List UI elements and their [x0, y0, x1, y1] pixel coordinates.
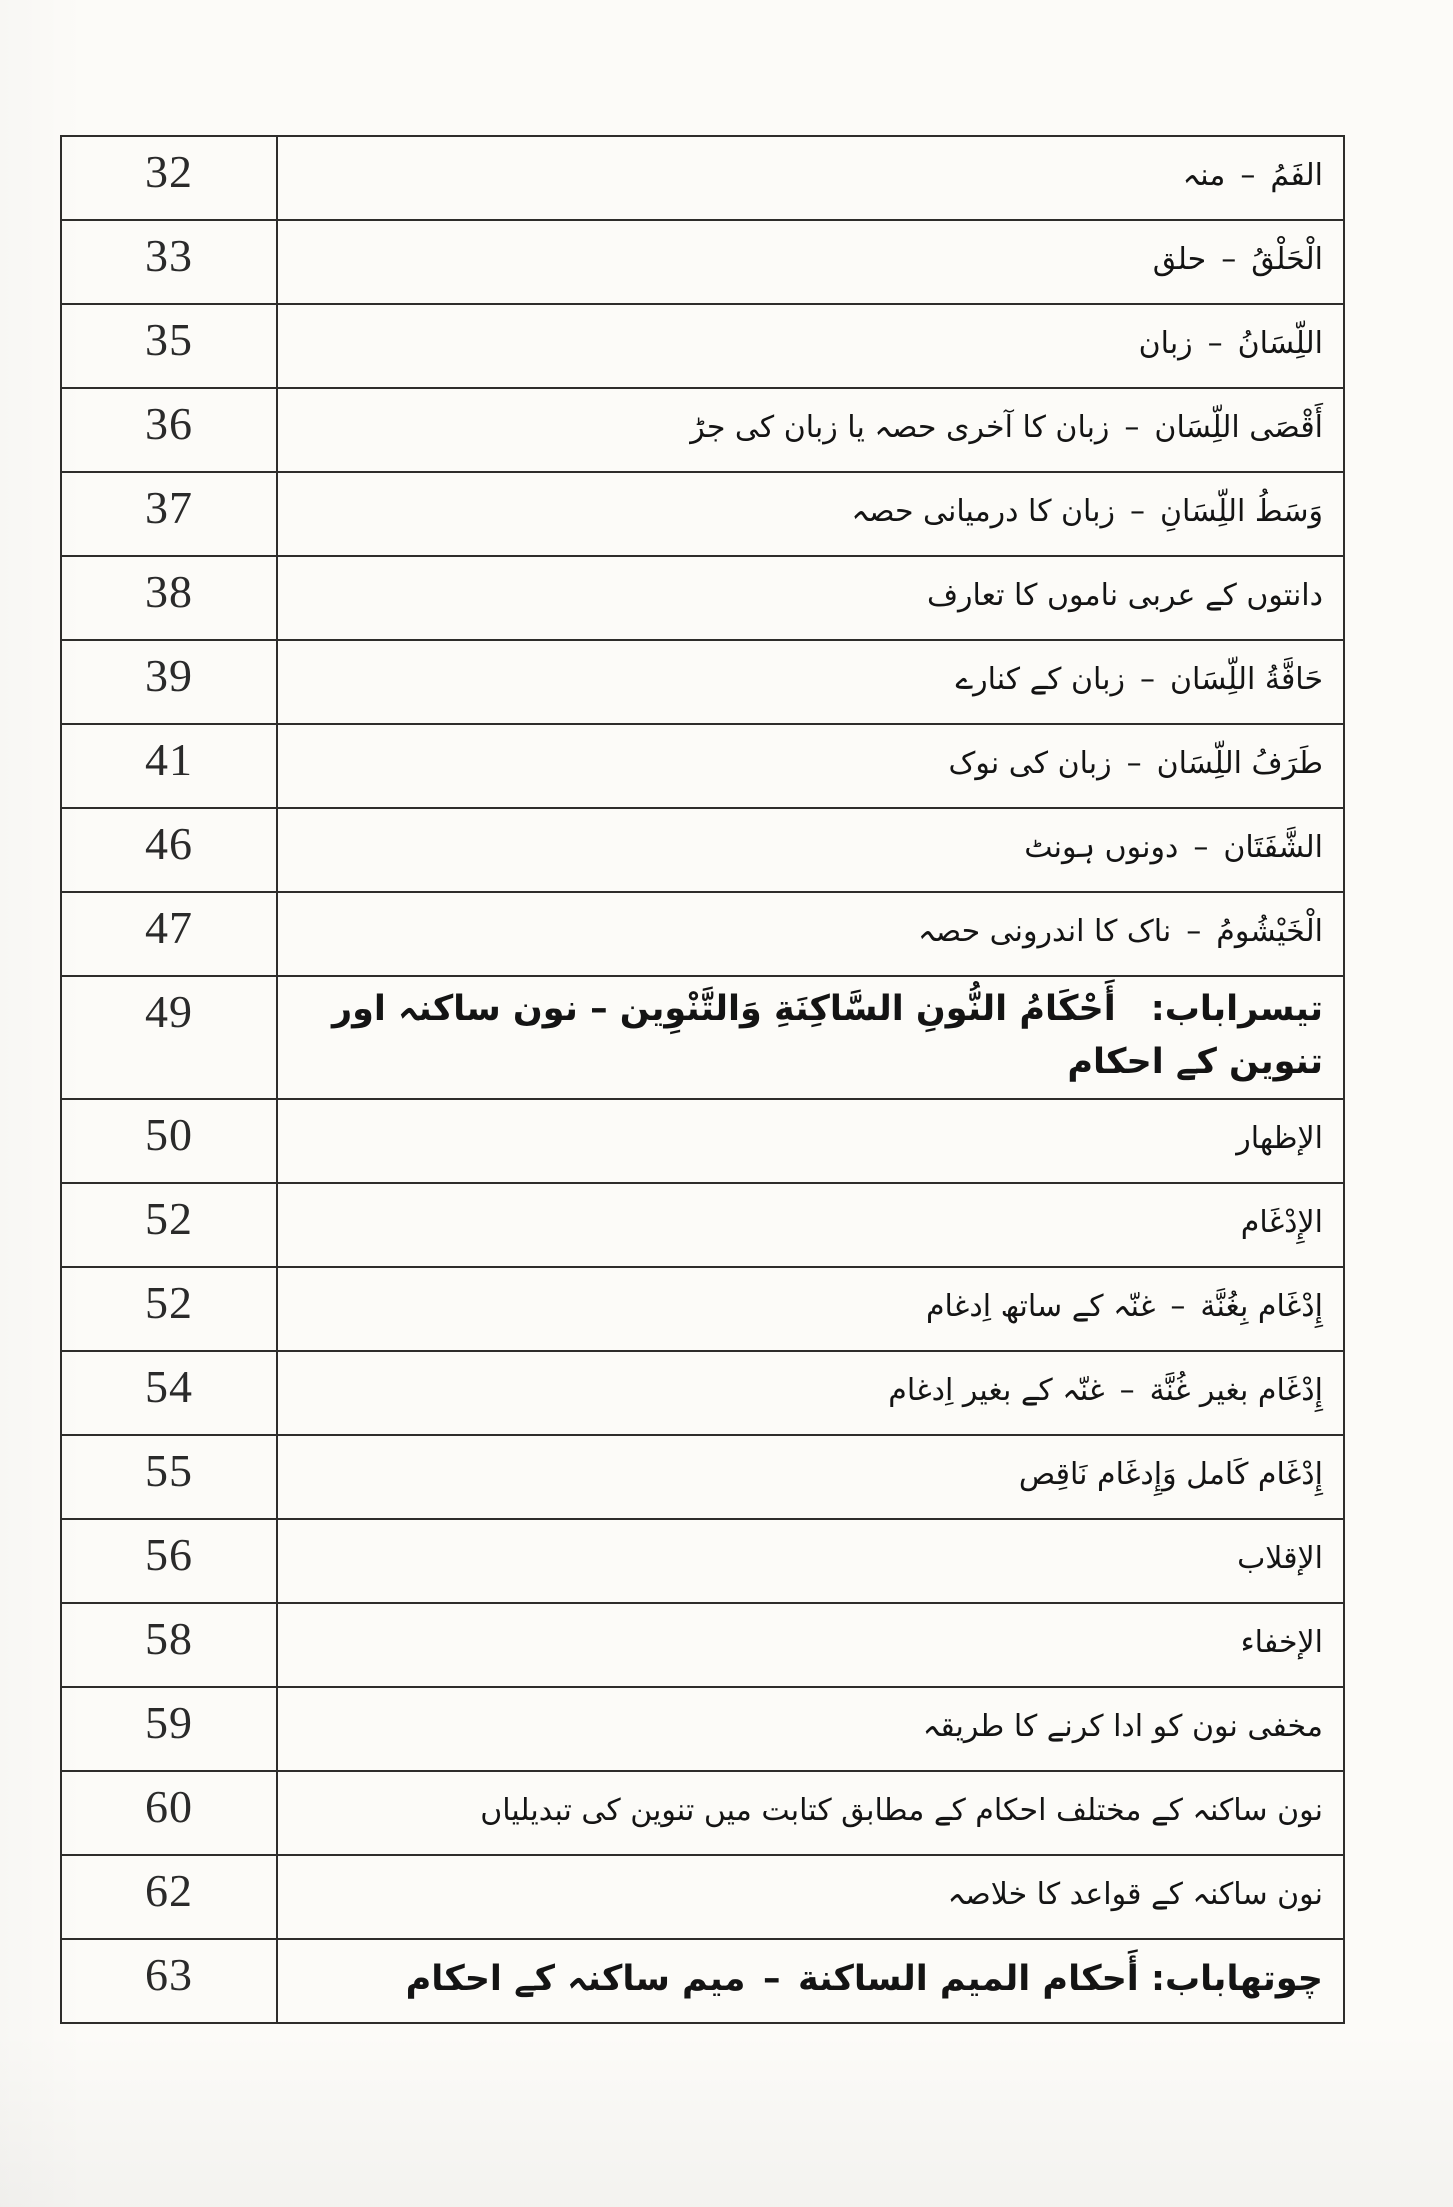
page-number-cell: 46 — [61, 808, 277, 892]
toc-row — [61, 1855, 1344, 1939]
page-number-cell: 60 — [61, 1771, 277, 1855]
page-number-cell: 58 — [61, 1603, 277, 1687]
toc-row — [61, 304, 1344, 388]
entry-cell: الْخَيْشُومُ – ناک کا اندرونی حصہ — [277, 892, 1344, 976]
toc-row — [61, 640, 1344, 724]
toc-chapter-row — [61, 976, 1344, 1099]
page-number-cell: 52 — [61, 1267, 277, 1351]
page-number-cell: 49 — [61, 976, 277, 1099]
page-number-cell: 56 — [61, 1519, 277, 1603]
entry-cell: الْحَلْقُ – حلق — [277, 220, 1344, 304]
entry-cell: وَسَطُ اللِّسَانِ – زبان کا درمیانی حصہ — [277, 472, 1344, 556]
entry-cell: دانتوں کے عربی ناموں کا تعارف — [277, 556, 1344, 640]
chapter-entry-cell: تیسراباب: أَحْكَامُ النُّونِ السَّاكِنَةِ وَالتَّنْوِين – نون ساکنہ اور تنوین کے احکام — [277, 976, 1344, 1099]
page-number-cell: 62 — [61, 1855, 277, 1939]
page-number-cell: 37 — [61, 472, 277, 556]
page-number-cell: 59 — [61, 1687, 277, 1771]
entry-cell: الفَمُ – منہ — [277, 136, 1344, 220]
chapter-entry-cell: چوتھاباب: أَحكام الميم الساكنة – میم ساکنہ کے احکام — [277, 1939, 1344, 2023]
page-number-cell: 47 — [61, 892, 277, 976]
page-number-cell: 35 — [61, 304, 277, 388]
entry-cell: الإخفاء — [277, 1603, 1344, 1687]
toc-row — [61, 472, 1344, 556]
entry-cell: الإظهار — [277, 1099, 1344, 1183]
page-number-cell: 32 — [61, 136, 277, 220]
toc-row — [61, 1183, 1344, 1267]
toc-row — [61, 1603, 1344, 1687]
page-number-cell: 36 — [61, 388, 277, 472]
page-number-cell: 38 — [61, 556, 277, 640]
toc-row — [61, 1771, 1344, 1855]
toc-row — [61, 1351, 1344, 1435]
entry-cell: نون ساکنہ کے مختلف احکام کے مطابق کتابت میں تنوین کی تبدیلیاں — [277, 1771, 1344, 1855]
toc-row — [61, 892, 1344, 976]
toc-row — [61, 388, 1344, 472]
entry-cell: أَقْصَى اللِّسَان – زبان کا آخری حصہ یا زبان کی جڑ — [277, 388, 1344, 472]
entry-cell: إِدْغَام بغیر غُنَّة – غنّہ کے بغیر اِدغام — [277, 1351, 1344, 1435]
toc-row — [61, 1687, 1344, 1771]
toc-row — [61, 556, 1344, 640]
entry-cell: إِدْغَام كَامل وَإِدغَام نَاقِص — [277, 1435, 1344, 1519]
entry-cell: الإقلاب — [277, 1519, 1344, 1603]
page-number-cell: 39 — [61, 640, 277, 724]
page-number-cell: 50 — [61, 1099, 277, 1183]
entry-cell: نون ساکنہ کے قواعد کا خلاصہ — [277, 1855, 1344, 1939]
page-number-cell: 41 — [61, 724, 277, 808]
toc-row — [61, 1099, 1344, 1183]
toc-chapter-row — [61, 1939, 1344, 2023]
toc-row — [61, 136, 1344, 220]
entry-cell: مخفی نون کو ادا کرنے کا طریقہ — [277, 1687, 1344, 1771]
toc-row — [61, 220, 1344, 304]
toc-row — [61, 1519, 1344, 1603]
toc-table — [60, 135, 1345, 2024]
entry-cell: الشَّفَتَان – دونوں ہونٹ — [277, 808, 1344, 892]
page-number-cell: 33 — [61, 220, 277, 304]
entry-cell: إِدْغَام بِغُنَّة – غنّہ کے ساتھ اِدغام — [277, 1267, 1344, 1351]
page-number-cell: 52 — [61, 1183, 277, 1267]
toc-row — [61, 1267, 1344, 1351]
toc-row — [61, 724, 1344, 808]
page-number-cell: 54 — [61, 1351, 277, 1435]
page-number-cell: 63 — [61, 1939, 277, 2023]
entry-cell: حَافَّةُ اللِّسَان – زبان کے کنارے — [277, 640, 1344, 724]
toc-row — [61, 808, 1344, 892]
toc-row — [61, 1435, 1344, 1519]
entry-cell: الإِدْغَام — [277, 1183, 1344, 1267]
page-number-cell: 55 — [61, 1435, 277, 1519]
entry-cell: طَرَفُ اللِّسَان – زبان کی نوک — [277, 724, 1344, 808]
entry-cell: اللِّسَانُ – زبان — [277, 304, 1344, 388]
